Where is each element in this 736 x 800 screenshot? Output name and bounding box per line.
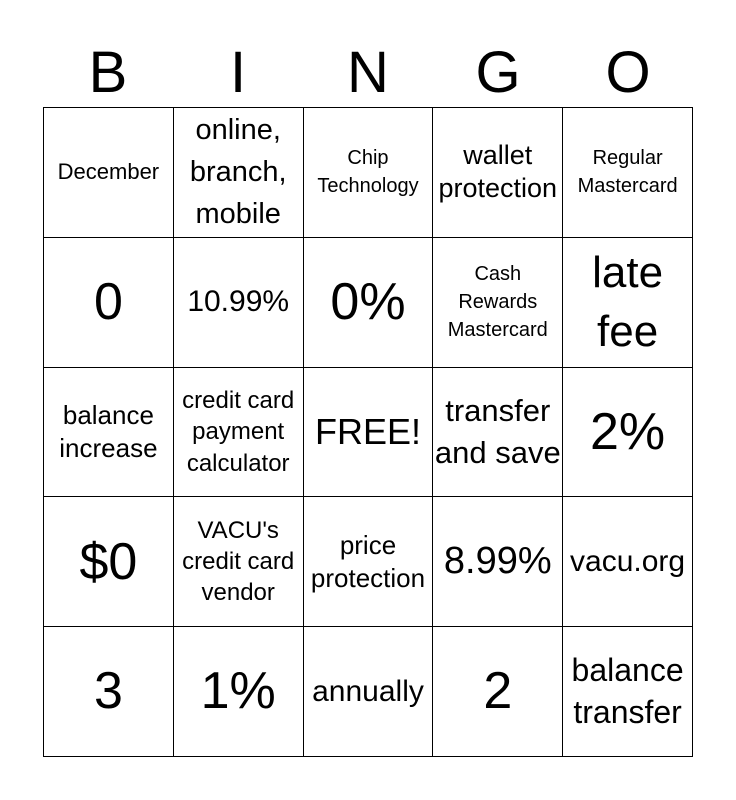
header-letter-n: N [347, 40, 389, 105]
bingo-cell[interactable] [433, 497, 563, 627]
bingo-cell[interactable] [174, 627, 304, 757]
cell-text: 10.99% [187, 285, 290, 319]
bingo-cell[interactable] [304, 108, 434, 238]
bingo-cell[interactable] [563, 497, 693, 627]
cell-text: 3 [93, 662, 123, 721]
cell-text: December [57, 159, 160, 185]
cell-text: $0 [79, 532, 138, 591]
bingo-cell[interactable] [304, 238, 434, 368]
bingo-cell[interactable] [563, 368, 693, 498]
cell-text: late fee [592, 247, 664, 357]
bingo-cell[interactable] [304, 368, 434, 498]
bingo-cell[interactable] [304, 627, 434, 757]
cell-text: price protection [310, 530, 426, 593]
cell-text: vacu.org [570, 544, 686, 578]
header-letter-b: B [88, 40, 128, 105]
cell-text: 2% [590, 402, 666, 461]
cell-text: wallet protection [438, 139, 558, 204]
cell-text: 1% [200, 662, 276, 721]
cell-text: Cash Rewards Mastercard [447, 263, 548, 342]
cell-text: 8.99% [443, 539, 552, 582]
bingo-cell[interactable] [44, 627, 174, 757]
cell-text: balance increase [59, 400, 158, 463]
cell-text: annually [312, 674, 424, 708]
header-letter-i: I [229, 40, 247, 105]
bingo-cell[interactable] [44, 497, 174, 627]
bingo-cell[interactable] [433, 238, 563, 368]
bingo-cell[interactable] [174, 108, 304, 238]
header-letter-o: O [605, 40, 651, 105]
cell-text: online, branch, mobile [189, 114, 287, 231]
cell-text: VACU's credit card vendor [182, 517, 295, 607]
bingo-cell[interactable] [174, 368, 304, 498]
cell-text: 0 [93, 273, 123, 331]
bingo-cell[interactable] [433, 627, 563, 757]
bingo-cell[interactable] [44, 108, 174, 238]
bingo-cell[interactable] [563, 108, 693, 238]
bingo-cell[interactable] [174, 238, 304, 368]
bingo-cell[interactable] [433, 108, 563, 238]
header-letter-g: G [475, 40, 521, 105]
cell-text: Chip Technology [317, 147, 419, 198]
bingo-cell[interactable] [563, 238, 693, 368]
cell-text: transfer and save [434, 393, 561, 470]
bingo-board [43, 107, 693, 757]
cell-text: credit card payment calculator [182, 387, 295, 477]
cell-text: 2 [483, 662, 513, 721]
cell-text: 0% [330, 273, 406, 331]
bingo-cell[interactable] [44, 238, 174, 368]
bingo-cell[interactable] [174, 497, 304, 627]
bingo-cell[interactable] [44, 368, 174, 498]
cell-text: Regular Mastercard [577, 147, 678, 198]
cell-text: balance transfer [571, 652, 684, 730]
cell-text: FREE! [314, 411, 421, 453]
bingo-cell[interactable] [563, 627, 693, 757]
bingo-header [43, 40, 693, 106]
bingo-cell[interactable] [433, 368, 563, 498]
bingo-cell[interactable] [304, 497, 434, 627]
